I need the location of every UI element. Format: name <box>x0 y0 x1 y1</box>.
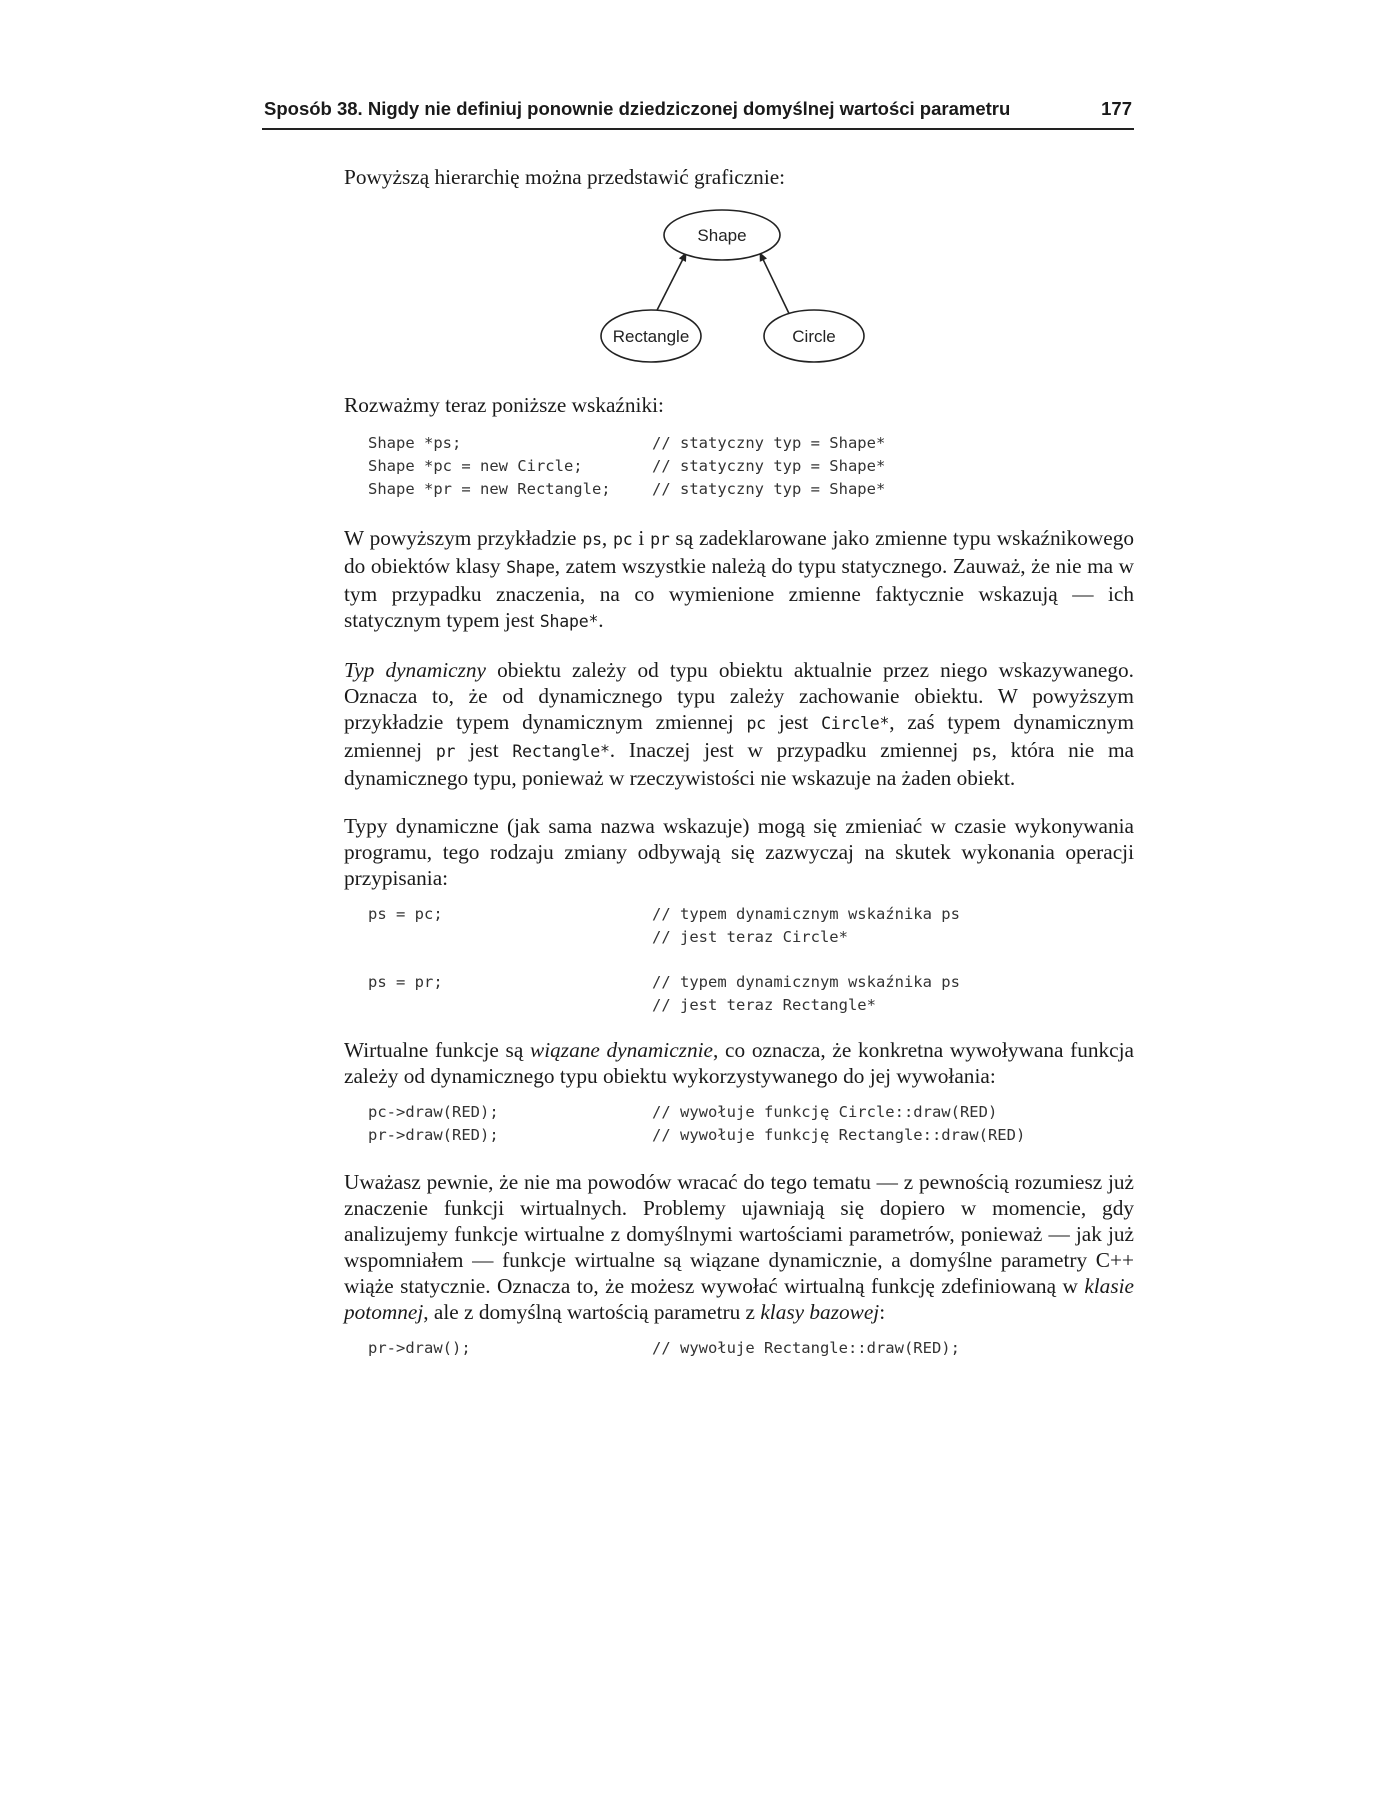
code-block-assignment-rectangle <box>368 971 1134 1017</box>
code-statement: ps = pc; <box>368 905 443 923</box>
page-number: 177 <box>1101 98 1132 119</box>
code-comment: // wywołuje funkcję Rectangle::draw(RED) <box>652 1126 1026 1144</box>
text-run: jest <box>765 710 822 734</box>
text-run: : <box>879 1300 886 1324</box>
code-line <box>368 478 1134 501</box>
inline-code: pc <box>746 714 766 733</box>
pointers-intro-paragraph: Rozważmy teraz poniższe wskaźniki: <box>344 393 664 417</box>
text-run: , zaś typem dynamicznym zmiennej <box>344 710 1134 762</box>
code-line <box>368 926 1134 949</box>
text-run: są zadeklarowane jako zmienne typu wskaźnikowego do obiektów klasy <box>344 526 1134 578</box>
assignment-paragraph: Typy dynamiczne (jak sama nazwa wskazuje) mogą się zmieniać w czasie wykonywania programu, tego rodzaju zmiany odbywają się zazwyczaj na skutek wykonania operacji przypisania: <box>344 814 1134 890</box>
inline-code: ps <box>972 742 992 761</box>
code-statement: ps = pr; <box>368 973 443 991</box>
text-run: obiektu zależy od typu obiektu aktualnie przez niego wskazywanego. Oznacza to, że od dynamicznego typu zależy zachowanie obiektu. W powyższym przykładzie typem dynamicznym zmiennej <box>344 658 1134 734</box>
text-run: i <box>632 526 651 550</box>
code-comment: // jest teraz Circle* <box>652 928 848 946</box>
inline-code: ps <box>582 530 602 549</box>
text-run: , co oznacza, że konkretna wywoływana funkcja zależy od dynamicznego typu obiektu wykorzystywanego do jej wywołania: <box>344 1038 1134 1088</box>
code-comment: // typem dynamicznym wskaźnika ps <box>652 973 960 991</box>
italic-term: klasy bazowej <box>760 1300 880 1324</box>
code-block-draw-calls <box>368 1101 1134 1147</box>
class-hierarchy-diagram <box>344 208 1134 372</box>
dynamic-type-paragraph <box>344 657 1134 791</box>
code-line <box>368 1124 1134 1147</box>
code-comment: // wywołuje funkcję Circle::draw(RED) <box>652 1103 998 1121</box>
code-block-declarations <box>368 432 1134 501</box>
text-run: Wirtualne funkcje są <box>344 1038 531 1062</box>
code-comment: // typem dynamicznym wskaźnika ps <box>652 905 960 923</box>
code-comment: // statyczny typ = Shape* <box>652 434 886 452</box>
code-line <box>368 1337 1134 1360</box>
code-line <box>368 1101 1134 1124</box>
code-line <box>368 432 1134 455</box>
running-header <box>262 94 1134 130</box>
shape-node-label: Shape <box>697 226 747 245</box>
code-statement: pr->draw(); <box>368 1339 471 1357</box>
code-statement: Shape *pr = new Rectangle; <box>368 480 611 498</box>
inline-code: Shape <box>506 558 555 577</box>
code-statement: Shape *ps; <box>368 434 462 452</box>
italic-term: Typ dynamiczny <box>344 658 486 682</box>
static-type-paragraph <box>344 525 1134 635</box>
code-line <box>368 994 1134 1017</box>
code-line <box>368 455 1134 478</box>
code-line <box>368 971 1134 994</box>
inline-code: pc <box>613 530 633 549</box>
inline-code: Rectangle* <box>512 742 610 761</box>
inline-code: pr <box>650 530 670 549</box>
rectangle-node-label: Rectangle <box>612 327 690 346</box>
italic-term: wiązane dynamicznie <box>530 1038 713 1062</box>
italic-term: klasie potomnej <box>344 1274 1134 1324</box>
code-statement: pr->draw(RED); <box>368 1126 499 1144</box>
code-comment: // statyczny typ = Shape* <box>652 457 886 475</box>
inline-code: Circle* <box>821 714 890 733</box>
text-run: , zatem wszystkie należą do typu statycznego. Zauważ, że nie ma w tym przypadku znaczenia, na co wymienione zmienne faktycznie wskazują — ich statycznym typem jest <box>344 554 1134 632</box>
text-run: , ale z domyślną wartością parametru z <box>423 1300 761 1324</box>
code-statement: Shape *pc = new Circle; <box>368 457 583 475</box>
text-run: , która nie ma dynamicznego typu, ponieważ w rzeczywistości nie wskazuje na żaden obiekt. <box>344 738 1134 790</box>
text-run: . <box>598 608 604 632</box>
code-statement <box>368 994 652 1017</box>
text-run: . Inaczej jest w przypadku zmiennej <box>609 738 973 762</box>
text-run: W powyższym przykładzie <box>344 526 583 550</box>
code-comment: // wywołuje Rectangle::draw(RED); <box>652 1339 960 1357</box>
text-run: Uważasz pewnie, że nie ma powodów wracać do tego tematu — z pewnością rozumiesz już znaczenie funkcji wirtualnych. Problemy ujawniają się dopiero w momencie, gdy analizujemy funkcje wirtualne z domyślnymi wartościami parametrów, ponieważ — jak już wspomniałem — funkcje wirtualne są wiązane dynamicznie, a domyślne parametry C++ wiąże statycznie. Oznacza to, że możesz wywołać wirtualną funkcję zdefiniowaną w <box>344 1170 1134 1298</box>
inline-code: pr <box>435 742 456 761</box>
code-block-default-draw <box>368 1337 1134 1360</box>
intro-paragraph: Powyższą hierarchię można przedstawić graficznie: <box>344 165 786 189</box>
code-comment: // jest teraz Rectangle* <box>652 996 876 1014</box>
text-run: jest <box>455 738 513 762</box>
code-statement: pc->draw(RED); <box>368 1103 499 1121</box>
code-statement <box>368 926 652 949</box>
text-run: , <box>601 526 613 550</box>
circle-node-label: Circle <box>792 327 836 346</box>
code-line <box>368 903 1134 926</box>
code-comment: // statyczny typ = Shape* <box>652 480 886 498</box>
running-title: Sposób 38. Nigdy nie definiuj ponownie dziedziczonej domyślnej wartości parametru <box>264 98 1011 119</box>
inline-code: Shape* <box>539 612 599 631</box>
page-body <box>344 164 1134 1360</box>
code-block-assignment-circle <box>368 903 1134 949</box>
default-params-paragraph <box>344 1169 1134 1325</box>
virtual-binding-paragraph <box>344 1037 1134 1089</box>
